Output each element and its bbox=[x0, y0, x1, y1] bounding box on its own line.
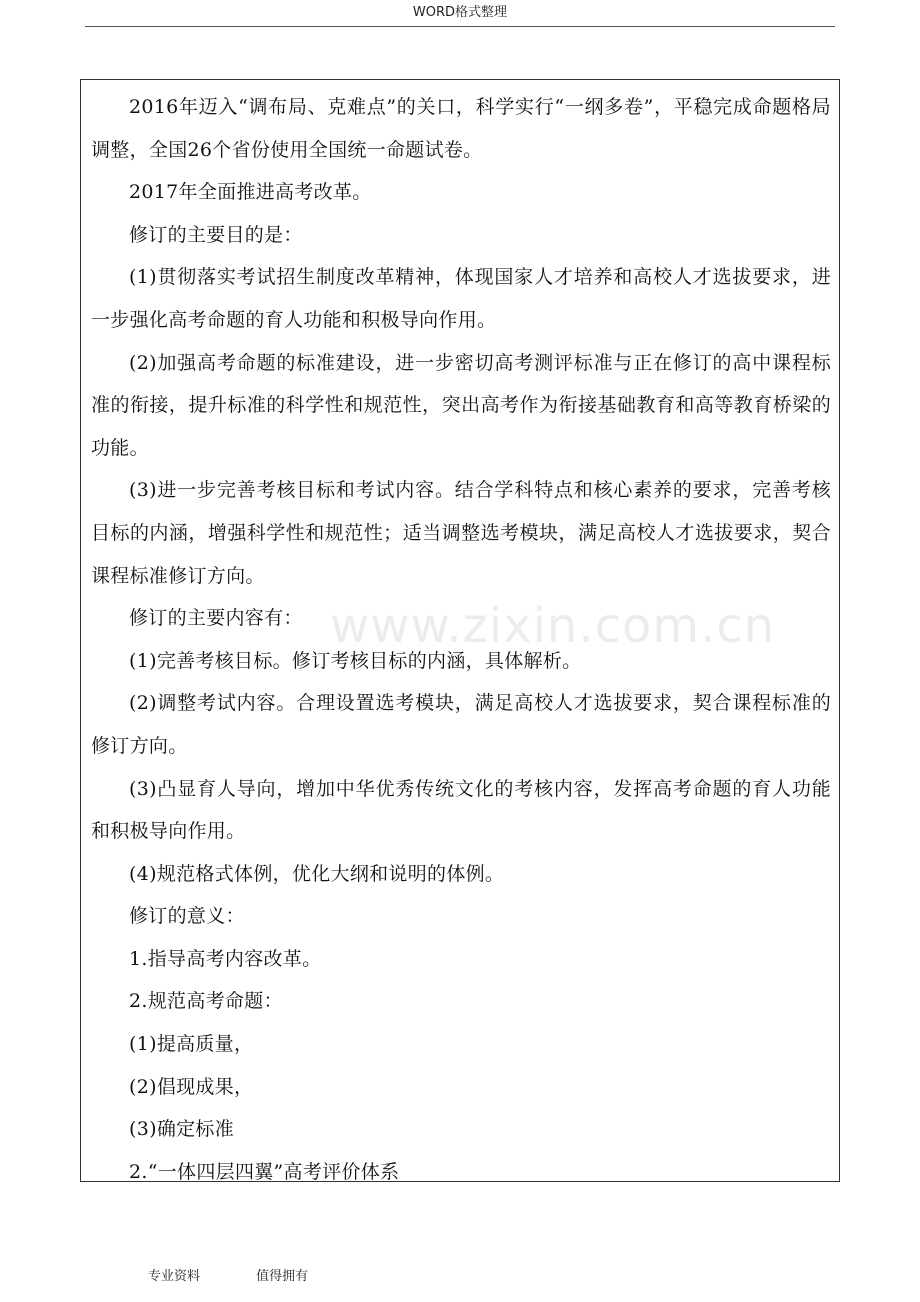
footer-left-text: 专业资料 bbox=[148, 1269, 201, 1284]
content-item-4: (4)规范格式体例，优化大纲和说明的体例。 bbox=[129, 862, 505, 885]
header-title: WORD格式整理 bbox=[412, 5, 508, 20]
content-item-1: (1)完善考核目标。修订考核目标的内涵，具体解析。 bbox=[129, 649, 582, 672]
content-item-3: (3)凸显育人导向，增加中华优秀传统文化的考核内容，发挥高考命题的育人功能和积极导向作用。 bbox=[91, 777, 831, 843]
paragraph-2017-reform: 2017年全面推进高考改革。 bbox=[129, 181, 372, 204]
purpose-item-2: (2)加强高考命题的标准建设，进一步密切高考测评标准与正在修订的高中课程标准的衔接，提升标准的科学性和规范性，突出高考作为衔接基础教育和高等教育桥梁的功能。 bbox=[91, 351, 831, 459]
purpose-item-3: (3)进一步完善考核目标和考试内容。结合学科特点和核心素养的要求，完善考核目标的内涵，增强科学性和规范性；适当调整选考模块，满足高校人才选拔要求，契合课程标准修订方向。 bbox=[91, 479, 831, 587]
evaluation-system-heading: 2.“一体四层四翼”高考评价体系 bbox=[129, 1160, 400, 1183]
page-footer bbox=[148, 1265, 308, 1284]
significance-item-1: 1.指导高考内容改革。 bbox=[129, 947, 322, 970]
purpose-item-1: (1)贯彻落实考试招生制度改革精神，体现国家人才培养和高校人才选拔要求，进一步强化高考命题的育人功能和积极导向作用。 bbox=[91, 266, 831, 331]
heading-revision-significance: 修订的意义： bbox=[129, 905, 245, 928]
significance-subitem-3: (3)确定标准 bbox=[129, 1118, 235, 1141]
significance-item-2: 2.规范高考命题： bbox=[129, 990, 283, 1013]
content-box bbox=[80, 79, 840, 1182]
significance-subitem-2: (2)倡现成果， bbox=[129, 1075, 254, 1098]
paragraph-2016-intro: 2016年迈入“调布局、克难点”的关口，科学实行“一纲多卷”，平稳完成命题格局调整，全国26个省份使用全国统一命题试卷。 bbox=[91, 96, 831, 161]
watermark: www.zixin.com.cn bbox=[330, 598, 776, 654]
page-header bbox=[85, 0, 835, 27]
significance-subitem-1: (1)提高质量， bbox=[129, 1033, 254, 1056]
content-item-2: (2)调整考试内容。合理设置选考模块，满足高校人才选拔要求，契合课程标准的修订方向。 bbox=[91, 692, 831, 757]
heading-revision-purpose: 修订的主要目的是： bbox=[129, 223, 303, 246]
footer-right-text: 值得拥有 bbox=[256, 1269, 309, 1284]
heading-revision-content: 修订的主要内容有： bbox=[129, 607, 303, 630]
